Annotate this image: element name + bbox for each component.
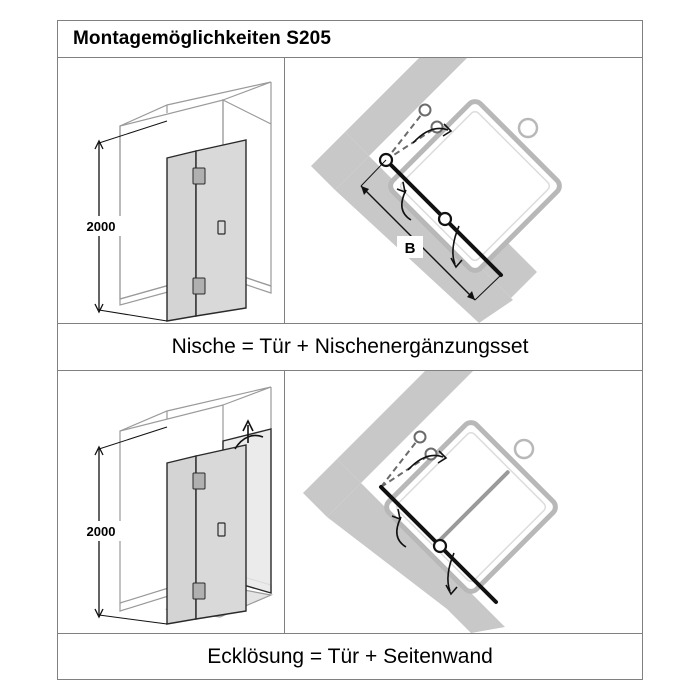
row2-left-panel: [57, 371, 285, 633]
topview-niche-drawing: [285, 58, 643, 323]
title-bar: [57, 20, 643, 58]
dimension-label-b: B: [404, 240, 416, 257]
topview-corner-drawing: [285, 371, 643, 633]
dimension-label-2000-row1: 2000: [86, 219, 116, 234]
page-title: Montagemöglichkeiten S205: [73, 27, 332, 49]
row1-right-panel: [285, 58, 643, 323]
caption-row-2: [57, 633, 643, 680]
caption-text-2: Ecklösung = Tür + Seitenwand: [207, 645, 493, 668]
perspective-corner-drawing: [57, 371, 285, 633]
caption-row-1: [57, 323, 643, 371]
row2-right-panel: [285, 371, 643, 633]
perspective-niche-drawing: [57, 58, 285, 323]
dimension-label-2000-row2: 2000: [86, 524, 116, 539]
row1-left-panel: [57, 58, 285, 323]
caption-text-1: Nische = Tür + Nischenergänzungsset: [171, 335, 529, 358]
